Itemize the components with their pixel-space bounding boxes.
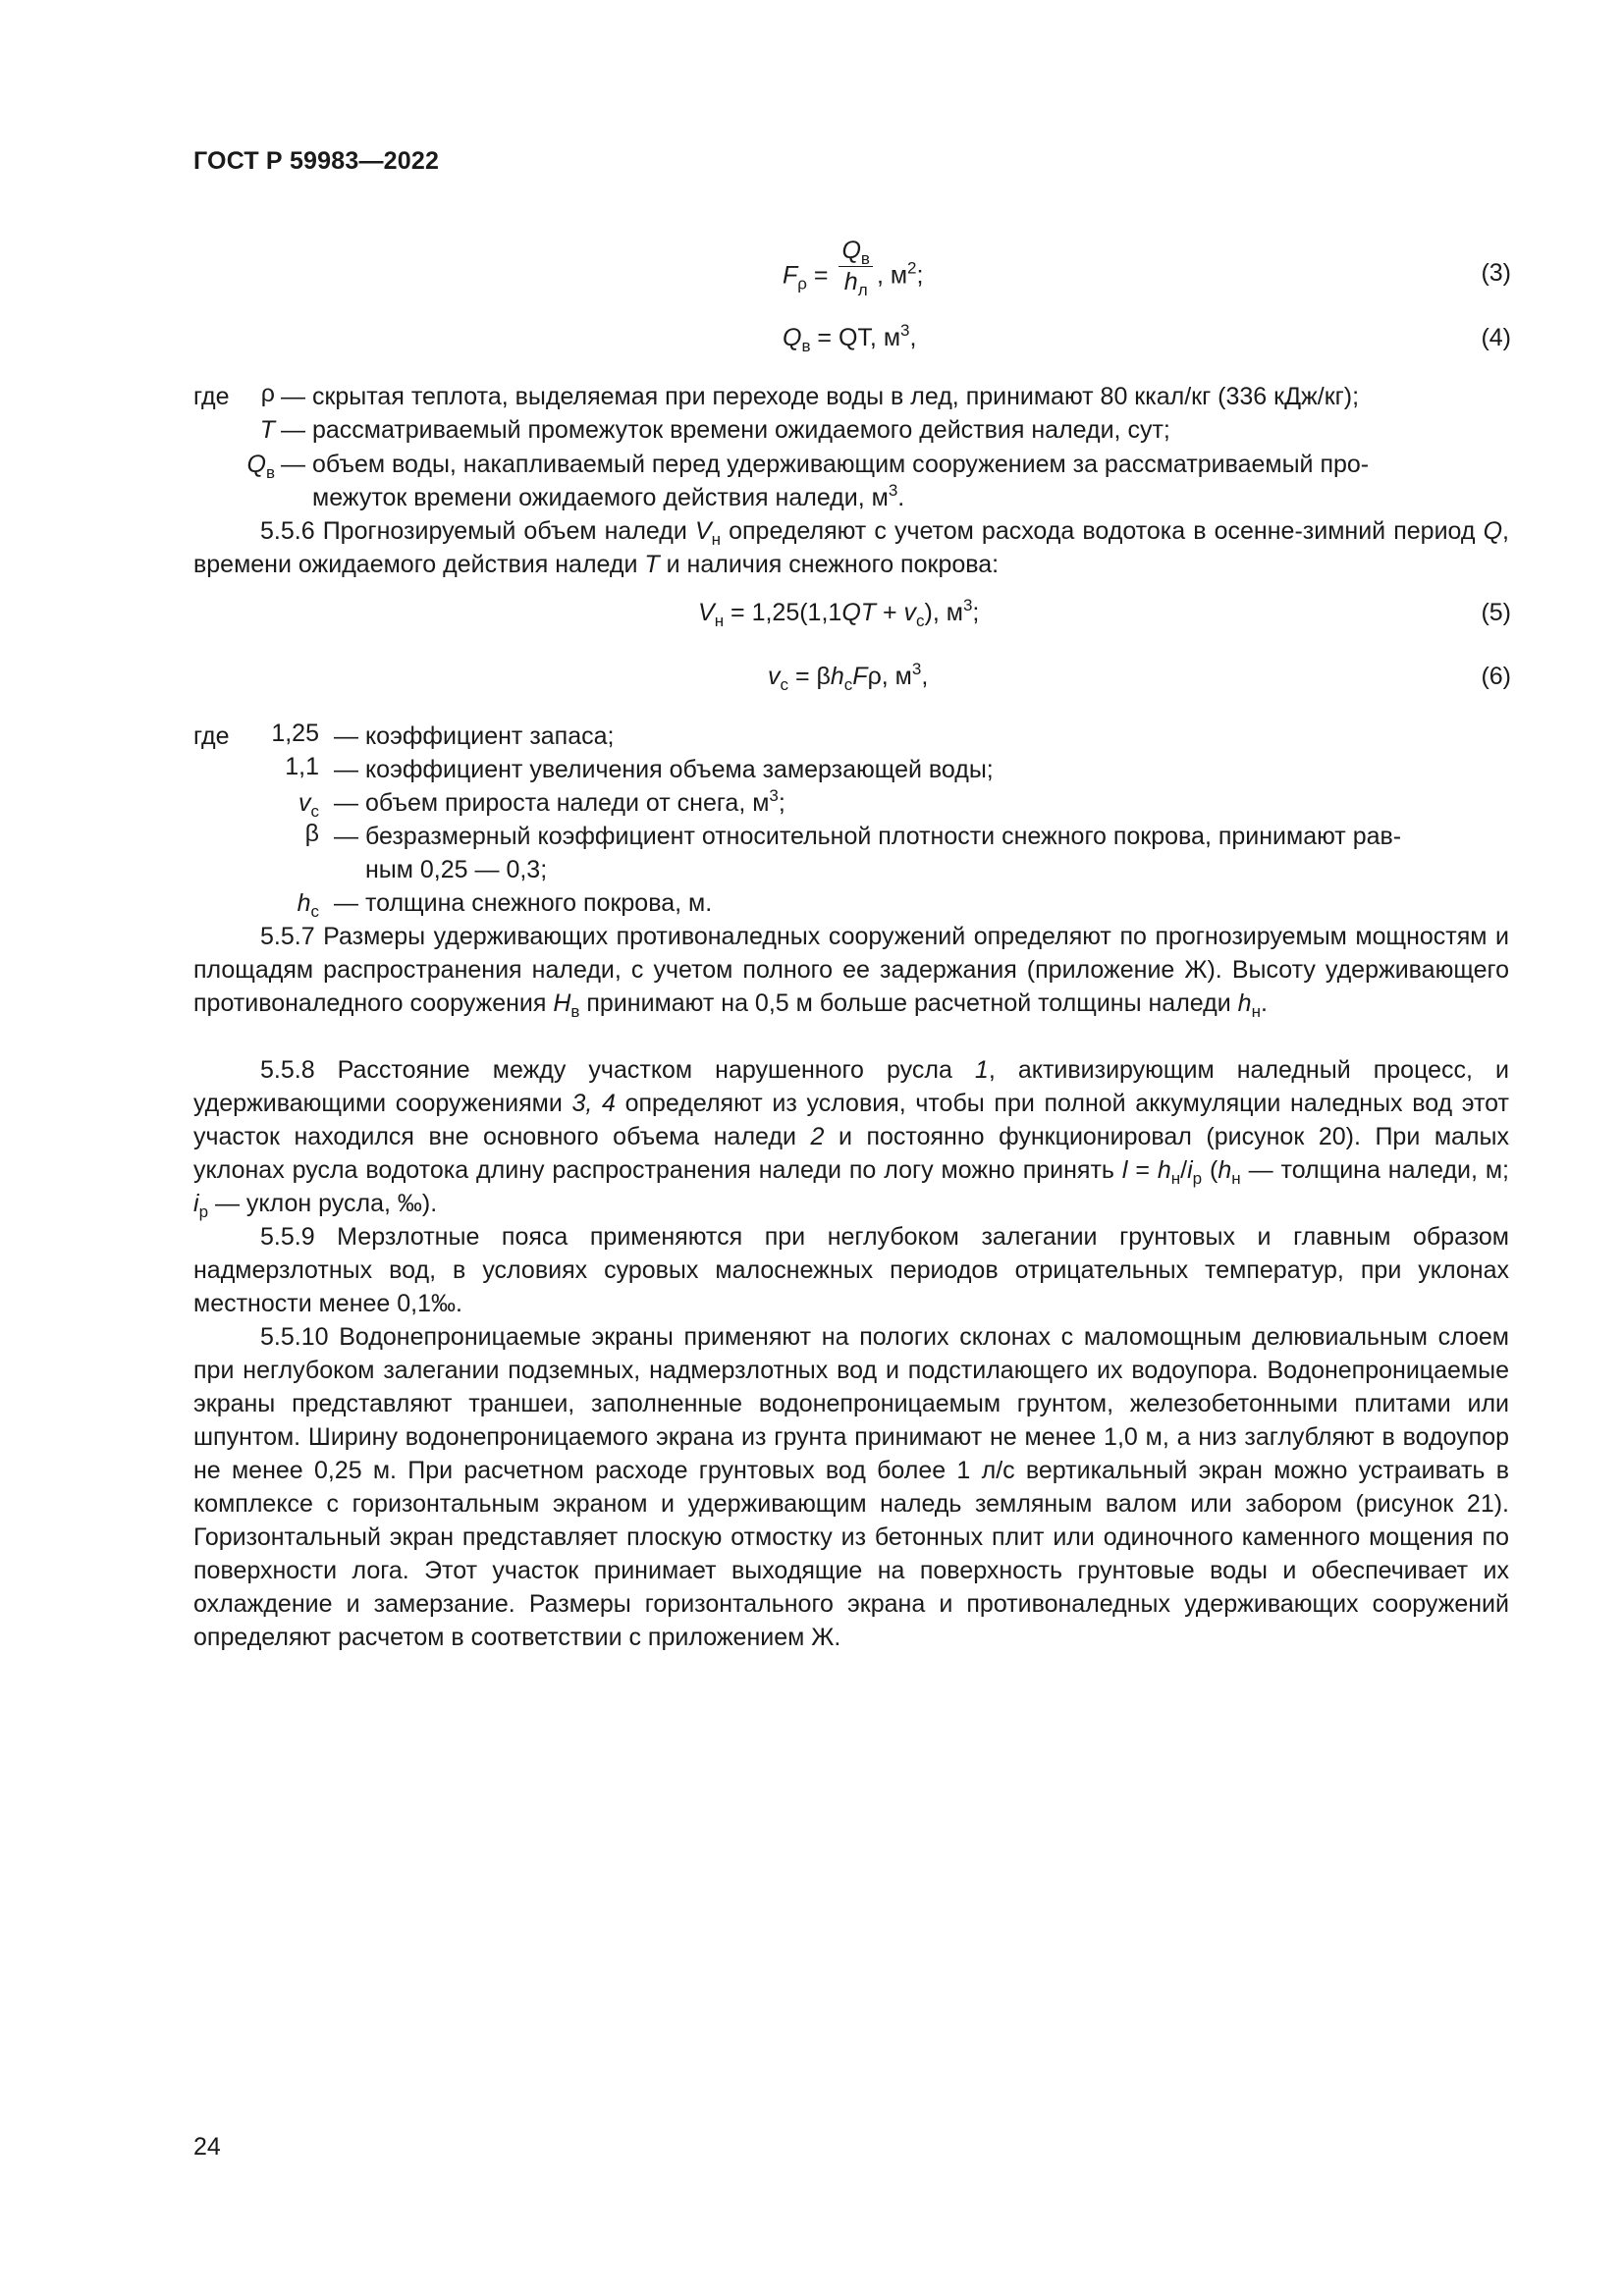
def-vc-symbol: $v_с$ [298, 789, 319, 821]
formula-4-number: (4) [1481, 324, 1511, 351]
def-11-symbol: 1,1 [285, 753, 319, 780]
page-number: 24 [193, 2133, 221, 2161]
formula-4 [0, 321, 1624, 363]
paragraph-5-5-6: 5.5.6 Прогнозируемый объем наледи $V_н$ определяют с учетом расхода водотока в осенне-зимний период Q, времени ожидаемого действия наледи T и наличия снежного покрова: [193, 517, 1509, 578]
formula-6-number: (6) [1481, 663, 1511, 690]
formula-5 [0, 596, 1624, 638]
formula-4-expression: $Q_в$ = QT, $м^3$, [783, 321, 917, 355]
def-11-text: — коэффициент увеличения объема замерзающей воды; [334, 756, 994, 783]
formula-5-number: (5) [1481, 599, 1511, 626]
paragraph-5-5-10: 5.5.10 Водонепроницаемые экраны применяют на пологих склонах с маломощным делювиальным слоем при неглубоком залегании подземных, надмерзлотных вод и подстилающего их водоупора. Водонепроницаемые экраны представляют траншеи, заполненные водонепроницаемым грунтом, железобетонными плитами или шпунтом. Ширину водонепроницаемого экрана из грунта принимают не менее 1,0 м, а низ заглубляют в водоупор не менее 0,25 м. При расчетном расходе грунтовых вод более 1 л/с вертикальный экран можно устраивать в комплексе с горизонтальным экраном и удерживающим наледь земляным валом или забором (рисунок 21). Горизонтальный экран представляет плоскую отмостку из бетонных плит или одиночного каменного мощения по поверхности лога. Этот участок принимает выходящие на поверхность грунтовые воды и обеспечивает их охлаждение и замерзание. Размеры горизонтального экрана и противоналедных удерживающих сооружений определяют расчетом в соответствии с приложением Ж. [193, 1323, 1509, 1651]
document-header: ГОСТ Р 59983—2022 [193, 147, 440, 175]
formula-3-number: (3) [1481, 259, 1511, 287]
def-rho-symbol: ρ [260, 380, 275, 407]
where-label-1: где [193, 383, 230, 410]
def-beta-text: — безразмерный коэффициент относительной плотности снежного покрова, принимают рав- ным 0,25 — 0,3; [334, 823, 1402, 883]
def-t-text: — рассматриваемый промежуток времени ожидаемого действия наледи, сут; [281, 416, 1170, 444]
paragraph-5-5-7: 5.5.7 Размеры удерживающих противоналедных сооружений определяют по прогнозируемым мощностям и площадям распространения наледи, с учетом полного ее задержания (приложение Ж). Высоту удерживающего противоналедного сооружения $H_в$ принимают на 0,5 м больше расчетной толщины наледи $h_н$. [193, 923, 1509, 1021]
def-rho-text: — скрытая теплота, выделяемая при переходе воды в лед, принимают 80 ккал/кг (336 кДж/кг); [281, 383, 1360, 410]
paragraph-5-5-8: 5.5.8 Расстояние между участком нарушенного русла 1, активизирующим наледный процесс, и удерживающими сооружениями 3, 4 определяют из условия, чтобы при полной аккумуляции наледных вод этот участок находился вне основного объема наледи 2 и постоянно функционировал (рисунок 20). При малых уклонах русла водотока длину распространения наледи по логу можно принять $l = h_н/i_р$ ($h_н$ — толщина наледи, м; $i_р$ — уклон русла, ‰). [193, 1056, 1509, 1221]
def-beta-symbol: β [304, 820, 319, 847]
def-125-text: — коэффициент запаса; [334, 722, 615, 750]
formula-6-expression: $v_с = \beta h_сF\rho$, $м^3$, [768, 660, 929, 694]
formula-6 [0, 660, 1624, 702]
formula-3-expression: $F_\rho$ = $\frac{Q_в}{h_л}$ , $м^2$; [783, 237, 924, 299]
def-vc-text: — объем прироста наледи от снега, $м^3$; [334, 786, 785, 817]
paragraph-5-5-9: 5.5.9 Мерзлотные пояса применяются при неглубоком залегании грунтовых и главным образом надмерзлотных вод, в условиях суровых малоснежных периодов отрицательных температур, при уклонах местности менее 0,1‰. [193, 1223, 1509, 1317]
def-hc-symbol: $h_с$ [297, 889, 319, 921]
where-label-2: где [193, 722, 230, 750]
formula-5-expression: $V_н = 1,25(1,1QT + v_с)$, $м^3$; [698, 596, 980, 630]
def-q-symbol: $Q_в$ [246, 451, 275, 482]
formula-3 [0, 237, 1624, 309]
def-hc-text: — толщина снежного покрова, м. [334, 889, 713, 917]
def-t-symbol: T [259, 416, 275, 444]
def-125-symbol: 1,25 [271, 720, 319, 747]
def-q-text: — объем воды, накапливаемый перед удерживающим сооружением за рассматриваемый про- межуток времени ожидаемого действия наледи, $м^3$. [281, 451, 1370, 511]
